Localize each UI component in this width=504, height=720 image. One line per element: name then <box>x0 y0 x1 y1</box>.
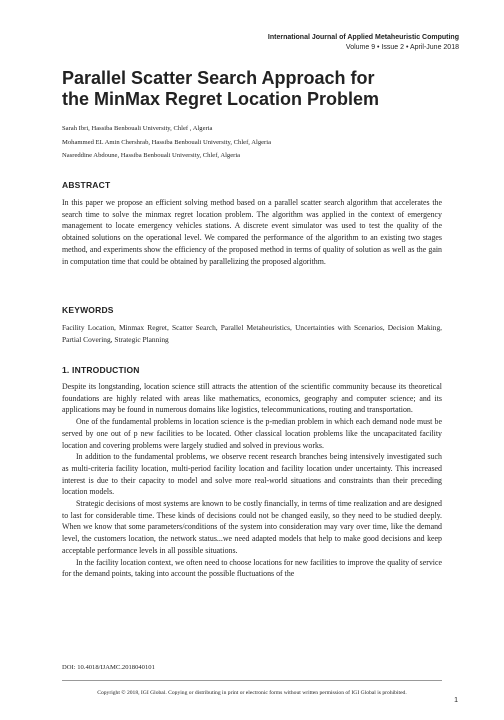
keywords-heading: KEYWORDS <box>62 305 114 315</box>
author-line: Sarah Ibri, Hassiba Benbouali University, Chlef , Algeria <box>62 125 213 132</box>
introduction-paragraph: Despite its longstanding, location science still attracts the attention of the scientific community because its theoretical foundations are highly related with areas like mathematics, economics, geography and computer science; and its applications may be found in numerous domains like logistics, telecommunications, routing and transportation. <box>62 382 442 415</box>
introduction-paragraph: Strategic decisions of most systems are known to be costly financially, in terms of time realization and are designed to last for considerable time. These kinds of decisions could not be changed easily, so they need to be studied deeply. When we know that some parameters/conditions of the system into consideration may vary over time, like the demand level, the customers location, the network status...we need adapted models that help to make good decisions and keep acceptable performance levels in all possible situations. <box>62 499 442 555</box>
journal-header <box>268 33 459 53</box>
journal-name: International Journal of Applied Metaheuristic Computing <box>267 34 459 41</box>
introduction-paragraph: In the facility location context, we often need to choose locations for new facilities to improve the quality of service for the demand points, taking into account the possible fluctuations of the <box>62 557 442 579</box>
page-number: 1 <box>454 697 458 704</box>
author-list <box>62 122 442 163</box>
abstract-text: In this paper we propose an efficient solving method based on a parallel scatter search algorithm that accelerates the search time to solve the minmax regret location problem. The algorithm was applied in the context of emergency management to locate emergency vehicles stations. A discrete event simulator was used to test the quality of the obtained solutions on the operational level. We compared the performance of the algorithm to an existing two stages method, and experiments show the efficiency of the proposed method in terms of quality of solution as well as the gain in computation time that could be obtained by parallelizing the proposed algorithm. <box>62 198 442 266</box>
author-line: Mohammed EL Amin Chershrab, Hassiba Benbouali University, Chlef, Algeria <box>62 138 272 146</box>
author-line: Nasreddine Abdoune, Hassiba Benbouali University, Chlef, Algeria <box>62 152 241 159</box>
copyright-notice: Copyright © 2018, IGI Global. Copying or distributing in print or electronic forms without written permission of IGI Global is prohibited. <box>97 690 407 696</box>
paper-title <box>62 68 462 110</box>
journal-issue: Volume 9 • Issue 2 • April-June 2018 <box>345 44 459 51</box>
footer-divider <box>62 680 442 681</box>
introduction-body <box>62 381 442 580</box>
introduction-paragraph: One of the fundamental problems in location science is the p-median problem in which each demand node must be served by one out of p new facilities to be located. Other classical location problems like the uncapacitated facility location and covering problems were largely studied and solved in previous works. <box>62 417 442 450</box>
abstract-heading: ABSTRACT <box>62 180 111 190</box>
keywords-text: Facility Location, Minmax Regret, Scatter Search, Parallel Metaheuristics, Uncertainties with Scenarios, Decision Making, Partial Covering, Strategic Planning <box>62 323 442 344</box>
doi-text: DOI: 10.4018/IJAMC.2018040101 <box>62 664 155 671</box>
introduction-heading: 1. INTRODUCTION <box>62 365 140 375</box>
paper-title-line-1: Parallel Scatter Search Approach for <box>62 68 375 88</box>
introduction-paragraph: In addition to the fundamental problems, we observe recent research branches being intensively investigated such as multi-criteria facility location, multi-period facility location and facility location under uncertainty. This increased interest is due to their capacity to model and solve more real-world situations and constraints than their preceding location models. <box>62 452 442 497</box>
paper-title-line-2: the MinMax Regret Location Problem <box>62 89 380 109</box>
